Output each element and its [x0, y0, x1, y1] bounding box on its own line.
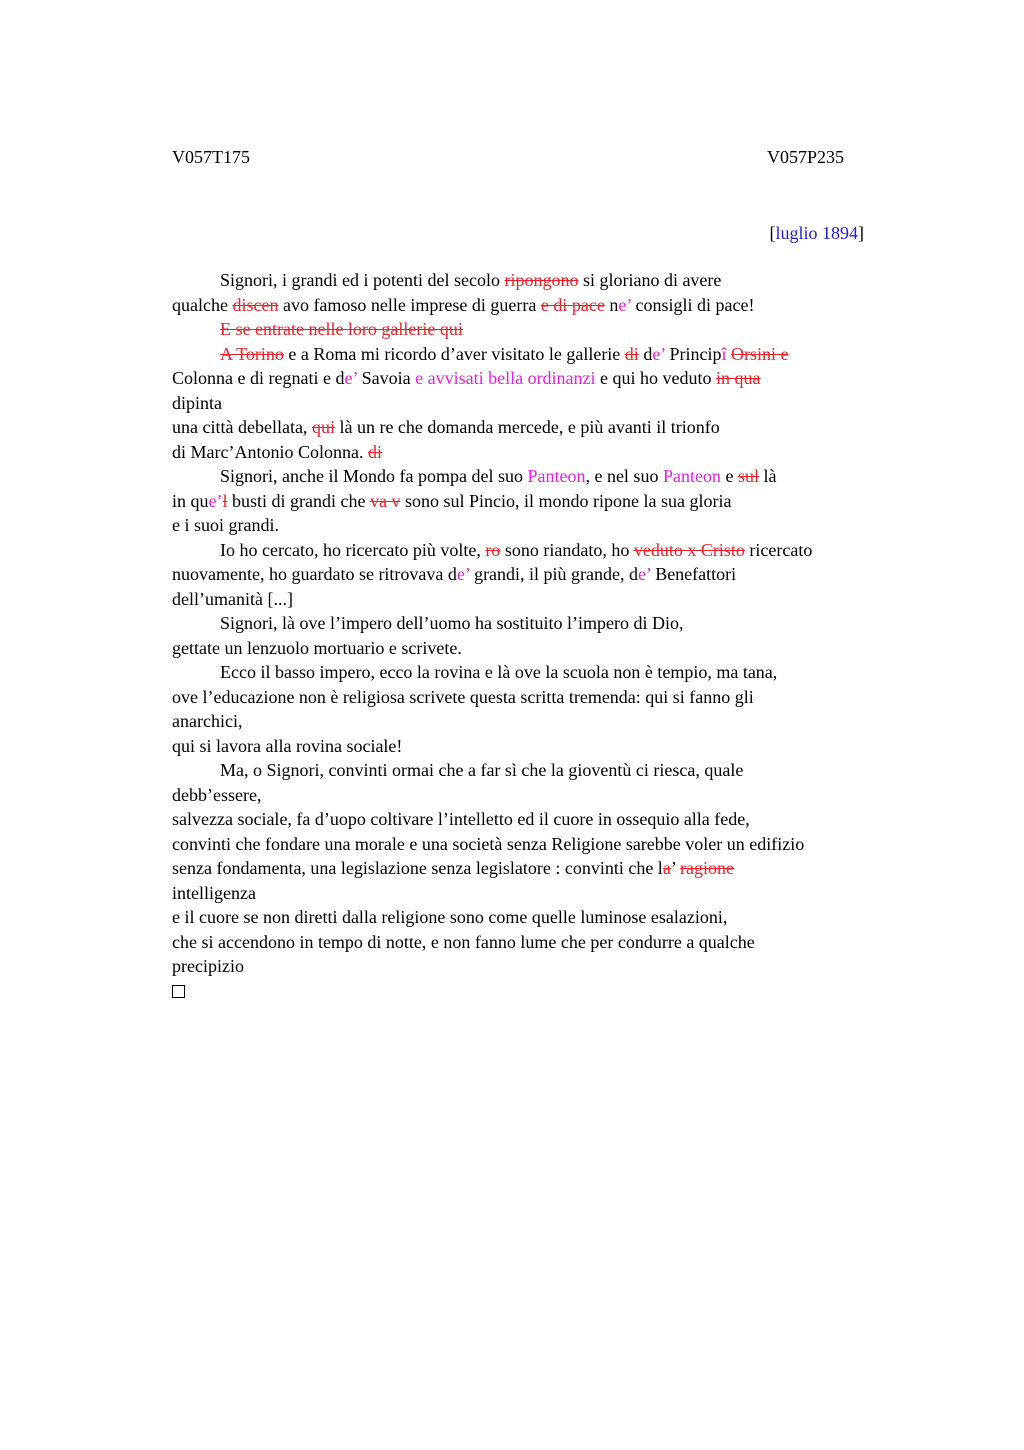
text-line — [172, 342, 902, 367]
document-id-right: V057P235 — [766, 147, 844, 167]
line-text: senza fondamenta, una legislazione senza legislatore : convinti che l — [172, 858, 663, 878]
text-line — [172, 832, 902, 857]
line-text: busti di grandi che — [227, 490, 370, 511]
added-text: e’ — [456, 564, 470, 584]
text-line — [172, 366, 902, 391]
line-text: Signori, i grandi ed i potenti del secolo — [220, 270, 505, 290]
line-text: ove l’educazione non è religiosa scrivete questa scritta tremenda: qui si fanno gli — [172, 686, 754, 707]
text-line — [172, 440, 902, 465]
text-line — [172, 881, 902, 906]
box-icon — [172, 985, 185, 998]
line-text: sono sul Pincio, il mondo ripone la sua gloria — [400, 490, 732, 511]
deleted-text: a — [662, 858, 671, 878]
deleted-text: e di pace — [540, 294, 605, 315]
line-text: là un re che domanda mercede, e più avanti il trionfo — [334, 417, 720, 437]
text-line — [172, 807, 902, 832]
text-line — [172, 783, 902, 808]
line-text: qualche — [172, 294, 233, 315]
line-text: Io ho cercato, ho ricercato più volte, — [220, 539, 486, 560]
line-text: convinti che fondare una morale e una società senza Religione sarebbe voler un edifizio — [172, 833, 805, 854]
deleted-text: di — [367, 441, 382, 462]
deleted-text: veduto x Cristo — [633, 539, 745, 560]
line-text: Signori, anche il Mondo fa pompa del suo — [220, 466, 528, 486]
line-text: n — [604, 294, 619, 315]
line-text: salvezza sociale, fa d’uopo coltivare l’intelletto ed il cuore in ossequio alla fede, — [172, 809, 750, 829]
line-text: e — [720, 466, 738, 486]
text-line — [172, 660, 902, 685]
text-line — [172, 464, 902, 489]
line-text: nuovamente, ho guardato se ritrovava d — [172, 564, 457, 584]
text-line — [172, 293, 902, 318]
line-text: e a Roma mi ricordo d’aver visitato le gallerie — [283, 343, 625, 364]
line-text: sono riandato, ho — [500, 539, 634, 560]
line-text: dell’umanità [...] — [172, 588, 293, 609]
line-text: ’ — [670, 858, 680, 878]
text-line — [172, 856, 902, 881]
text-line — [172, 538, 902, 563]
text-line — [172, 954, 902, 979]
text-line — [172, 391, 902, 416]
line-text: avo famoso nelle imprese di guerra — [278, 294, 541, 315]
line-text: una città debellata, — [172, 417, 312, 437]
text-line — [172, 709, 902, 734]
line-text: Ma, o Signori, convinti ormai che a far sì che la gioventù ci riesca, quale — [220, 760, 744, 780]
deleted-text: sul — [737, 466, 759, 486]
line-text: si gloriano di avere — [578, 270, 722, 290]
added-text: e’ — [208, 490, 223, 511]
added-text: e’ — [618, 294, 631, 315]
line-text: in qu — [172, 490, 209, 511]
text-line — [172, 513, 902, 538]
line-text: , e nel suo — [585, 466, 663, 486]
added-text: î — [721, 343, 727, 364]
deleted-text: ro — [485, 539, 501, 560]
line-text: gettate un lenzuolo mortuario e scrivete. — [172, 637, 462, 658]
deleted-text: l — [222, 490, 228, 511]
added-text: e avvisati bella ordinanzi — [415, 368, 596, 388]
line-text: consigli di pace! — [630, 294, 755, 315]
line-text: là — [758, 466, 777, 486]
added-text: e’ — [652, 343, 665, 364]
text-line — [172, 489, 902, 514]
text-line — [172, 685, 902, 710]
deleted-text: Orsini e — [730, 343, 789, 364]
text-line — [172, 905, 902, 930]
date-row — [172, 220, 902, 246]
line-text: dipinta — [172, 392, 222, 413]
document-header — [172, 144, 902, 170]
deleted-text: ripongono — [504, 270, 579, 290]
document-id-left: V057T175 — [172, 147, 250, 167]
line-text: precipizio — [172, 956, 244, 976]
added-text: Panteon — [527, 466, 586, 486]
line-text: Ecco il basso impero, ecco la rovina e là ove la scuola non è tempio, ma tana, — [220, 662, 778, 682]
text-line — [172, 611, 902, 636]
line-text: intelligenza — [172, 882, 256, 903]
deleted-text: va v — [370, 490, 401, 511]
line-text: che si accendono in tempo di notte, e non fanno lume che per condurre a qualche — [172, 931, 755, 952]
added-text: Panteon — [662, 466, 721, 486]
date-text: luglio 1894 — [775, 223, 858, 243]
deleted-text: qui — [311, 417, 335, 437]
line-text: ricercato — [744, 539, 813, 560]
line-text: Signori, là ove l’impero dell’uomo ha sostituito l’impero di Dio, — [220, 613, 684, 633]
line-text: Princip — [664, 343, 722, 364]
deleted-text: E se entrate nelle loro gallerie qui — [220, 319, 463, 339]
line-text: debb’essere, — [172, 784, 262, 805]
deleted-text: in qua — [716, 368, 761, 388]
text-line — [172, 758, 902, 783]
document-date — [769, 220, 864, 246]
text-line — [172, 930, 902, 955]
line-text: qui si lavora alla rovina sociale! — [172, 735, 403, 756]
added-text: e’ — [638, 564, 651, 584]
line-text: e qui ho veduto — [595, 368, 717, 388]
document-page — [172, 144, 902, 1003]
line-text: grandi, il più grande, d — [469, 564, 639, 584]
date-bracket-close: ] — [858, 223, 864, 243]
line-text: e i suoi grandi. — [172, 515, 279, 535]
line-text: d — [638, 343, 653, 364]
line-text: Savoia — [357, 368, 416, 388]
text-line — [172, 587, 902, 612]
transcription-body — [172, 268, 902, 979]
deleted-text: discen — [232, 294, 279, 315]
text-line — [172, 562, 902, 587]
text-line — [172, 317, 902, 342]
line-text: e il cuore se non diretti dalla religione sono come quelle luminose esalazioni, — [172, 907, 728, 927]
end-mark — [172, 979, 902, 1003]
added-text: e’ — [344, 368, 358, 388]
line-text: Benefattori — [650, 564, 737, 584]
date-bracket-open: [ — [769, 223, 776, 243]
deleted-text: A Torino — [220, 343, 284, 364]
text-line — [172, 734, 902, 759]
line-text: di Marc’Antonio Colonna. — [172, 441, 368, 462]
text-line — [172, 636, 902, 661]
text-line — [172, 268, 902, 293]
line-text: anarchici, — [172, 711, 243, 731]
deleted-text: ragione — [679, 858, 734, 878]
text-line — [172, 415, 902, 440]
line-text: Colonna e di regnati e d — [172, 368, 345, 388]
deleted-text: di — [624, 343, 639, 364]
